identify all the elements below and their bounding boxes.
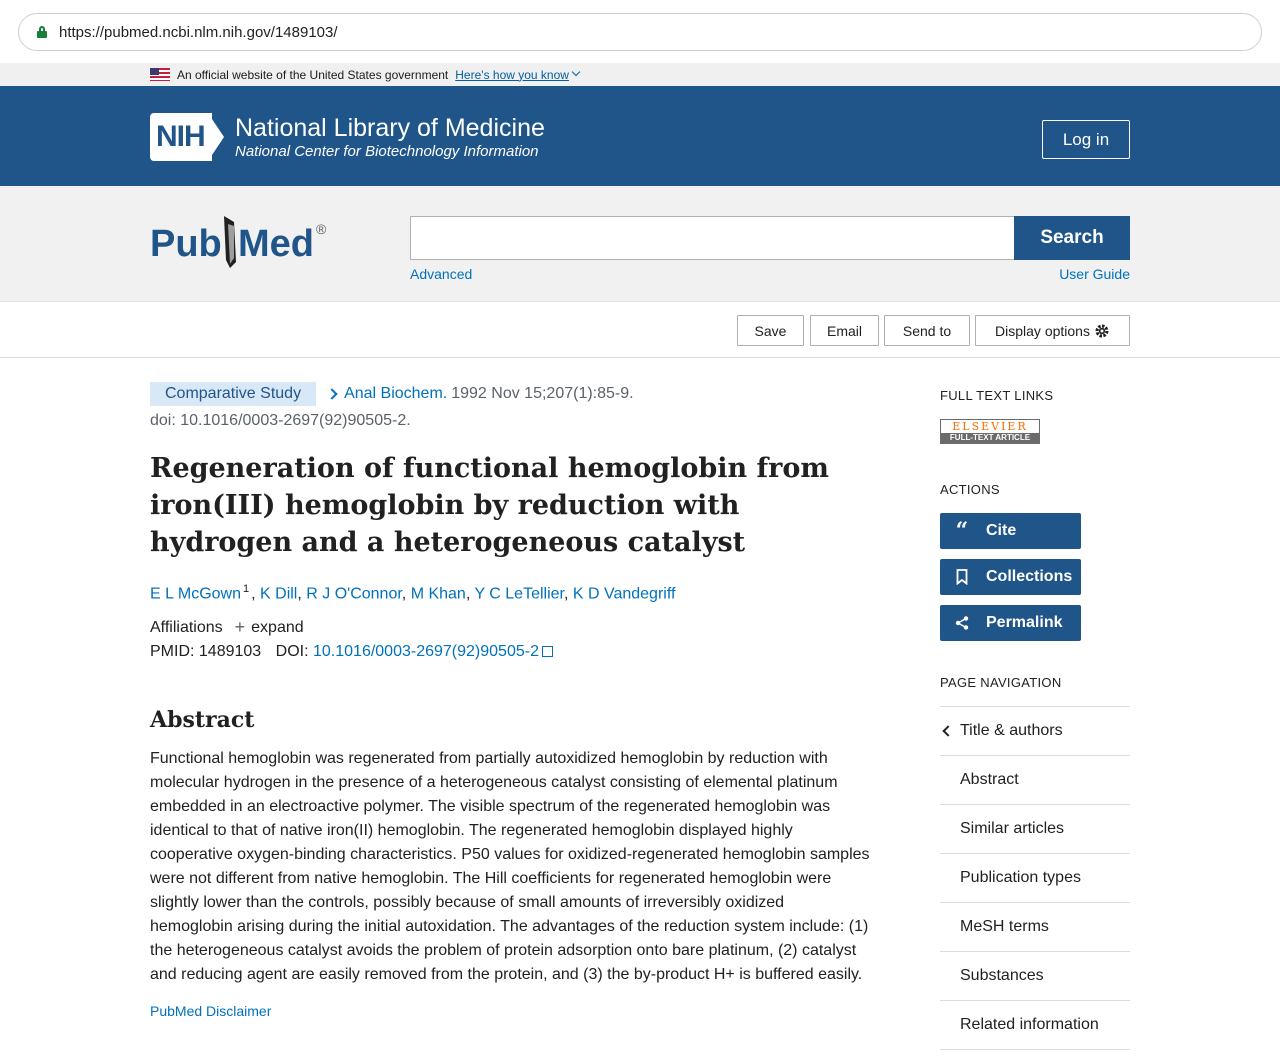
elsevier-full-text-label: FULL-TEXT ARTICLE — [941, 433, 1039, 443]
pmid-value: 1489103 — [198, 643, 262, 661]
nav-item-title-authors[interactable]: Title & authors — [940, 706, 1130, 755]
user-guide-link[interactable]: User Guide — [1059, 266, 1130, 282]
article-title: Regeneration of functional hemoglobin from iron(III) hemoglobin by reduction with hydrogen and a heterogeneous catalyst — [150, 453, 829, 558]
gov-banner — [0, 63, 1280, 86]
affiliation-number[interactable]: 1 — [243, 583, 250, 595]
search-area — [0, 186, 1280, 302]
search-button[interactable]: Search — [1014, 216, 1130, 260]
article-toolbar — [0, 302, 1280, 358]
abstract-heading: Abstract — [150, 707, 255, 734]
email-button[interactable]: Email — [810, 315, 879, 346]
advanced-search-link[interactable]: Advanced — [410, 266, 473, 282]
journal-link[interactable]: Anal Biochem. — [344, 385, 448, 402]
author-link[interactable]: R J O'Connor — [306, 585, 402, 603]
heres-how-you-know-link[interactable]: Here's how you know — [455, 67, 569, 82]
url-text: https://pubmed.ncbi.nlm.nih.gov/1489103/ — [59, 23, 338, 41]
lock-icon — [37, 26, 47, 38]
actions-heading: ACTIONS — [940, 482, 1000, 497]
gear-icon — [1094, 323, 1110, 339]
chevron-down-icon[interactable] — [572, 67, 580, 75]
author-link[interactable]: K Dill — [260, 585, 298, 603]
page-navigation-list — [940, 706, 1130, 1050]
pubmed-logo[interactable] — [150, 210, 330, 270]
author-link[interactable]: Y C LeTellier — [474, 585, 564, 603]
gov-banner-text: An official website of the United States government — [177, 67, 449, 82]
abstract-text: Functional hemoglobin was regenerated from partially autoxidized hemoglobin by reduction with molecular hydrogen in the presence of a heterogeneous catalyst consisting of elemental platinum embedded in an electroactive polymer. The visible spectrum of the regenerated hemoglobin was identical to that of native iron(II) hemoglobin. The regenerated hemoglobin displayed highly cooperative oxygen-binding characteristics. P50 values for oxidized-regenerated hemoglobin samples were not different from native hemoglobin. The Hill coefficients for regenerated hemoglobin were slightly lower than the controls, possibly because of small amounts of irreversibly oxidized hemoglobin arising during the initial autoxidation. The advantages of the reduction system include: (1) the heterogeneous catalyst avoids the problem of protein adsorption onto bare platinum, (2) catalyst and reducing agent are easily removed from the protein, and (3) the by-product H+ is buffered easily. — [150, 750, 870, 984]
citation-line — [150, 382, 870, 406]
display-options-button[interactable] — [975, 315, 1130, 346]
send-to-button[interactable]: Send to — [884, 315, 970, 346]
nlm-title: National Library of Medicine — [235, 114, 545, 142]
browser-chrome — [0, 0, 1280, 63]
login-button[interactable]: Log in — [1042, 120, 1130, 159]
affiliations-label: Affiliations — [150, 618, 223, 636]
elsevier-full-text-link[interactable] — [940, 419, 1040, 444]
citation-details: 1992 Nov 15;207(1):85-9. — [451, 385, 634, 402]
chevron-left-icon — [942, 725, 953, 736]
doi-label: DOI: — [275, 643, 309, 661]
collections-label: Collections — [986, 568, 1073, 585]
publication-type-badge: Comparative Study — [150, 382, 316, 406]
nav-item-abstract[interactable]: Abstract — [940, 755, 1130, 804]
address-bar[interactable] — [18, 13, 1262, 51]
pubmed-disclaimer-link[interactable]: PubMed Disclaimer — [150, 1003, 272, 1020]
share-icon — [952, 616, 972, 630]
nih-logo-text: NIH — [156, 120, 205, 153]
chevron-right-icon[interactable] — [326, 388, 337, 399]
nav-item-substances[interactable]: Substances — [940, 951, 1130, 1000]
elsevier-logo-text: ELSEVIER — [941, 420, 1039, 433]
display-options-label: Display options — [995, 322, 1090, 339]
author-link[interactable]: K D Vandegriff — [572, 585, 676, 603]
page-navigation-heading: PAGE NAVIGATION — [940, 675, 1062, 690]
us-flag-icon — [150, 68, 170, 81]
svg-text:®: ® — [316, 221, 327, 237]
nlm-subtitle: National Center for Biotechnology Information — [235, 143, 539, 160]
save-button[interactable]: Save — [737, 315, 804, 346]
nih-logo[interactable] — [150, 113, 545, 161]
nav-item-related-information[interactable]: Related information — [940, 1000, 1130, 1049]
article-main — [150, 382, 870, 1019]
nih-logo-badge — [150, 113, 228, 161]
identifiers-row — [150, 643, 870, 661]
bookmark-icon — [952, 569, 972, 585]
plus-icon[interactable]: + — [234, 617, 246, 638]
pmid-label: PMID: — [150, 643, 195, 661]
author-link[interactable]: E L McGown — [150, 585, 241, 603]
permalink-button[interactable] — [940, 605, 1081, 641]
author-link[interactable]: M Khan — [410, 585, 466, 603]
authors-list: E L McGown $^1$ , K Dill, R J O'Connor, M Khan, Y C LeTellier, K D Vandegriff — [150, 583, 676, 603]
full-text-links-heading: FULL TEXT LINKS — [940, 388, 1054, 403]
search-input[interactable] — [410, 216, 1016, 260]
permalink-label: Permalink — [986, 614, 1063, 631]
expand-affiliations-toggle[interactable]: expand — [251, 618, 304, 636]
nlm-header — [0, 86, 1280, 186]
nav-item-mesh-terms[interactable]: MeSH terms — [940, 902, 1130, 951]
nav-item-similar-articles[interactable]: Similar articles — [940, 804, 1130, 853]
quote-icon: “ — [955, 518, 969, 544]
doi-line: doi: 10.1016/0003-2697(92)90505-2. — [150, 412, 411, 429]
sidebar — [940, 388, 1130, 1050]
nav-item-publication-types[interactable]: Publication types — [940, 853, 1130, 902]
svg-text:Pub: Pub — [150, 223, 222, 265]
external-link-icon[interactable] — [542, 646, 553, 657]
affiliations-row — [150, 617, 870, 638]
cite-button[interactable] — [940, 513, 1081, 549]
doi-link[interactable]: 10.1016/0003-2697(92)90505-2 — [313, 643, 539, 661]
svg-text:Med: Med — [238, 223, 314, 265]
cite-label: Cite — [986, 522, 1017, 539]
collections-button[interactable] — [940, 559, 1081, 595]
